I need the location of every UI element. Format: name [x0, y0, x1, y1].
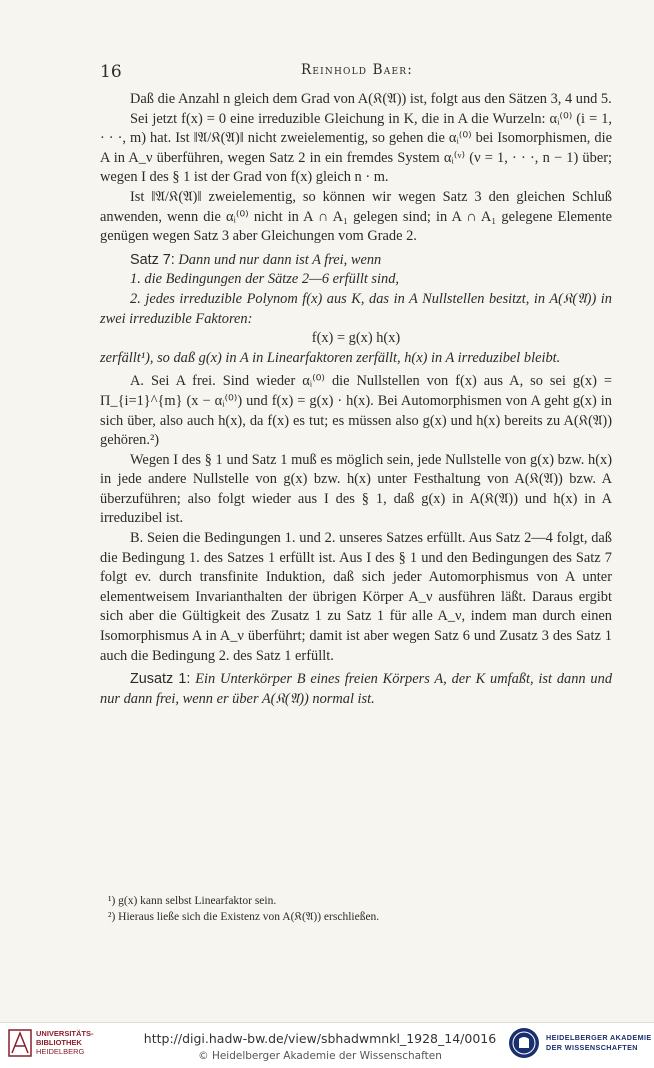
library-name-line-1: UNIVERSITÄTS-: [36, 1029, 94, 1038]
satz-7-label: Satz 7:: [130, 251, 175, 268]
paragraph-2: Sei jetzt f(x) = 0 eine irreduzible Gleichung in K, die in A die Wurzeln: αᵢ⁽⁰⁾ (i = 1, · · ·, m) hat. Ist ‖𝔄/𝔎(𝔄)‖ nicht zweielementig, so gehen die αᵢ⁽⁰⁾ bei Isomorphismen, die A in A_ν überführen, wegen Satz 2 in ein fremdes System αᵢ⁽ᵛ⁾ (ν = 1, · · ·, n − 1) über; wegen I des § 1 ist der Grad von f(x) gleich n · m.: [100, 110, 612, 186]
library-name: [36, 1029, 94, 1056]
viewer-footer: [0, 1022, 654, 1068]
zusatz-1: [100, 670, 612, 709]
academy-seal-icon: [508, 1027, 540, 1059]
paragraph-1: Daß die Anzahl n gleich dem Grad von A(𝔎(𝔄)) ist, folgt aus den Sätzen 3, 4 und 5.: [130, 91, 612, 107]
satz-7-heading: [100, 251, 612, 271]
footnotes: [100, 893, 612, 925]
document-url-link[interactable]: http://digi.hadw-bw.de/view/sbhadwmnkl_1928_14/0016: [143, 1031, 497, 1046]
library-name-line-2: BIBLIOTHEK: [36, 1038, 82, 1047]
proof-a-paragraph-1: A. Sei A frei. Sind wieder αᵢ⁽⁰⁾ die Nullstellen von f(x) aus A, so sei g(x) = Π_{i=1}^{m} (x − αᵢ⁽⁰⁾) und f(x) = g(x) · h(x). Bei Automorphismen von A geht g(x) in sich über, also auch h(x), da f(x) es tut; es müssen also g(x) und h(x) bereits zu A(𝔎(𝔄)) gehören.²): [100, 373, 612, 449]
zusatz-1-label: Zusatz 1:: [130, 671, 191, 688]
running-head: Reinhold Baer:: [301, 62, 413, 78]
satz-7-end: [100, 349, 612, 369]
satz-7-item-2-text: 2. jedes irreduzible Polynom f(x) aus K, das in A Nullstellen besitzt, in A(𝔎(𝔄)) in zwei irreduzible Faktoren:: [100, 290, 612, 327]
zusatz-1-text: Ein Unterkörper B eines freien Körpers A, der K umfaßt, ist dann und nur dann frei, wenn er über A(𝔎(𝔄)) normal ist.: [100, 671, 613, 707]
satz-7-end-text: zerfällt¹), so daß g(x) in A in Linearfaktoren zerfällt, h(x) in A irreduzibel bleibt.: [100, 349, 561, 366]
footnote-2: ²) Hieraus ließe sich die Existenz von A(𝔎(𝔄)) erschließen.: [108, 911, 380, 923]
body-text: [100, 90, 612, 709]
satz-7-item-1: [100, 270, 612, 290]
footnote-1: ¹) g(x) kann selbst Linearfaktor sein.: [108, 895, 277, 907]
library-name-line-3: HEIDELBERG: [36, 1047, 85, 1056]
paragraph-3: Ist ‖𝔄/𝔎(𝔄)‖ zweielementig, so können wir wegen Satz 3 den gleichen Schluß anwenden, wenn die αᵢ⁽⁰⁾ nicht in A ∩ A₁ gelegen sind; in A ∩ A₁ gelegene Elemente genügen wegen Satz 3 aber Gleichungen vom Grade 2.: [100, 188, 612, 245]
satz-7-intro: Dann und nur dann ist A frei, wenn: [178, 251, 382, 268]
satz-7-item-1-text: 1. die Bedingungen der Sätze 2—6 erfüllt sind,: [130, 271, 399, 288]
proof-b-paragraph: B. Seien die Bedingungen 1. und 2. unseres Satzes erfüllt. Aus Satz 2—4 folgt, daß die Bedingung 1. des Satzes 1 erfüllt ist. Aus I des § 1 und den Bedingungen des Satz 7 folgt ev. durch transfinite Induktion, daß sich jeder Automorphismus von A unter elementweisem Invarianthalten der übrigen Körper A_ν ausführen läßt. Daraus ergibt sich aber die Gültigkeit des Zusatz 1 zu Satz 1 für alle A_ν, indem man durch einen Isomorphismus A in A_ν überführt; damit ist aber wegen Satz 6 und Zusatz 3 des Satz 1 auch die Bedingung 2. des Satz 1 erfüllt.: [100, 530, 612, 664]
university-library-logo-icon: [8, 1029, 32, 1057]
page-number: 16: [100, 62, 122, 82]
page-header: [100, 62, 614, 84]
academy-name: [546, 1033, 652, 1053]
proof-a-paragraph-2: Wegen I des § 1 und Satz 1 muß es möglich sein, jede Nullstelle von g(x) bzw. h(x) in jede andere Nullstelle von g(x) bzw. h(x) unter Festhaltung von A(𝔎(𝔄)) bzw. A überzuführen; also folgt wieder aus I des § 1, daß g(x) in A(𝔎(𝔄)) und h(x) in A irreduzibel ist.: [100, 451, 612, 527]
satz-7-item-2: [100, 290, 612, 329]
academy-name-line-1: HEIDELBERGER AKADEMIE: [546, 1033, 652, 1042]
copyright-notice: © Heidelberger Akademie der Wissenschaften: [198, 1050, 442, 1062]
academy-name-line-2: DER WISSENSCHAFTEN: [546, 1043, 638, 1052]
satz-7-formula: f(x) = g(x) h(x): [311, 330, 401, 347]
